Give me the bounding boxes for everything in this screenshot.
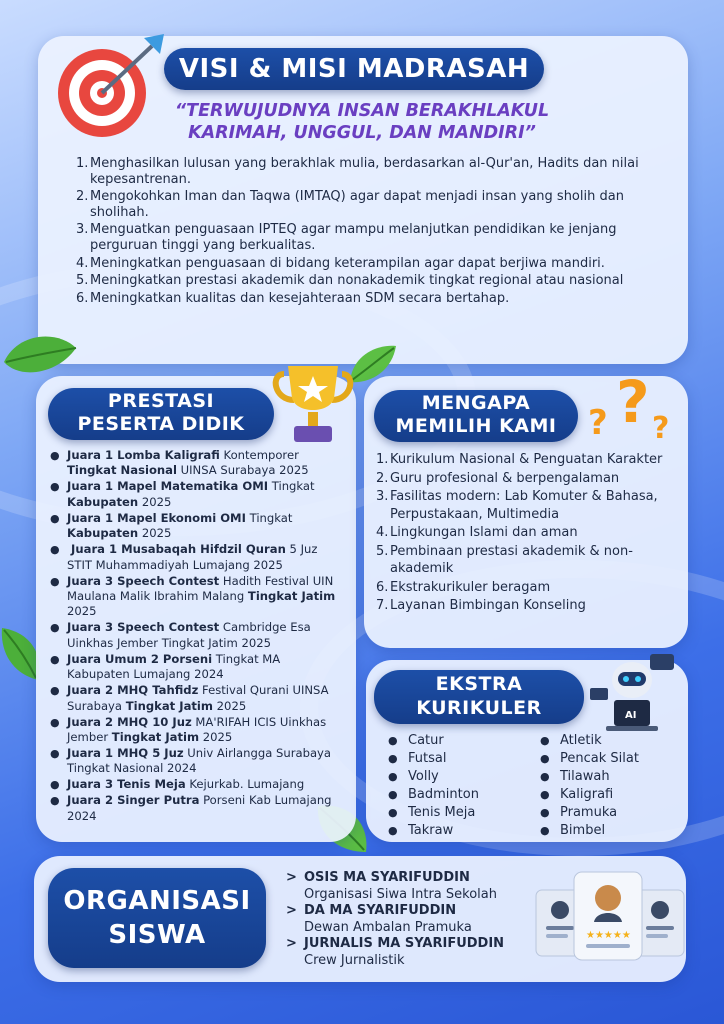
ekstra-item <box>540 750 680 768</box>
bullet-icon: ● <box>540 752 550 765</box>
mengapa-item <box>376 543 676 578</box>
prestasi-detail: Kontemporer <box>219 448 303 462</box>
prestasi-item <box>50 793 346 824</box>
bullet-icon: ● <box>50 747 60 761</box>
mengapa-title: MENGAPA MEMILIH KAMI <box>374 390 578 442</box>
ekstra-item <box>388 822 518 840</box>
bullet-icon: ● <box>540 806 550 819</box>
mengapa-text: Layanan Bimbingan Konseling <box>390 598 586 614</box>
mengapa-number: 6. <box>376 579 389 595</box>
bullet-icon: ● <box>50 574 60 588</box>
prestasi-item <box>50 479 346 510</box>
arrow-icon: > <box>286 903 297 919</box>
prestasi-item <box>50 777 346 792</box>
mengapa-item <box>376 451 676 468</box>
prestasi-list <box>50 448 346 825</box>
ekstra-label: Pramuka <box>560 805 618 820</box>
organisasi-desc: Dewan Ambalan Pramuka <box>304 919 472 935</box>
mission-item <box>76 256 656 272</box>
mission-number: 6. <box>76 290 89 306</box>
mission-item <box>76 222 656 253</box>
prestasi-highlight: Kabupaten <box>67 494 139 509</box>
bullet-icon: ● <box>50 715 60 729</box>
prestasi-highlight: Juara 1 MHQ 5 Juz <box>67 746 184 761</box>
ekstra-item <box>388 786 518 804</box>
ekstra-column-2 <box>540 732 680 840</box>
organisasi-desc: Crew Jurnalistik <box>304 952 405 968</box>
bullet-icon: ● <box>50 621 60 635</box>
prestasi-highlight: Juara 1 Lomba Kaligrafi <box>67 448 220 462</box>
mengapa-number: 3. <box>376 489 389 505</box>
ekstra-label: Catur <box>408 733 444 748</box>
prestasi-highlight: Juara 3 Speech Contest <box>67 620 220 635</box>
mission-text: Menguatkan penguasaan IPTEQ agar mampu melanjutkan pendidikan ke jenjang perguruan tinggi yang berkualitas. <box>90 222 617 253</box>
ekstra-item <box>388 804 518 822</box>
prestasi-detail: 2025 <box>213 698 247 713</box>
ekstra-item <box>388 750 518 768</box>
organisasi-title: ORGANISASI SISWA <box>48 868 266 968</box>
mission-item <box>76 189 656 220</box>
prestasi-highlight: Juara 2 Singer Putra <box>67 793 200 808</box>
organisasi-name: DA MA SYARIFUDDIN <box>304 903 457 919</box>
mengapa-text: Pembinaan prestasi akademik & non-akademik <box>390 543 633 577</box>
prestasi-item <box>50 511 346 542</box>
mengapa-list <box>376 451 676 616</box>
prestasi-text <box>67 448 346 479</box>
prestasi-text <box>67 652 346 683</box>
svg-text:★★★★★: ★★★★★ <box>586 930 631 941</box>
prestasi-detail: 5 Juz STIT Muhammadiyah Lumajang 2025 <box>67 542 322 572</box>
visi-misi-title: VISI & MISI MADRASAH <box>164 48 544 90</box>
prestasi-item <box>50 448 346 479</box>
mengapa-number: 2. <box>376 470 389 486</box>
prestasi-detail: UINSA Surabaya 2025 <box>176 463 309 478</box>
robot-laptop-icon <box>590 650 682 736</box>
mengapa-text: Lingkungan Islami dan aman <box>390 525 578 541</box>
organisasi-name: OSIS MA SYARIFUDDIN <box>304 870 470 885</box>
ekstra-title: EKSTRA KURIKULER <box>374 670 584 724</box>
prestasi-text <box>67 777 304 792</box>
mengapa-number: 7. <box>376 598 389 614</box>
bullet-icon: ● <box>50 652 60 666</box>
prestasi-item <box>50 620 346 651</box>
prestasi-text <box>67 683 346 714</box>
prestasi-detail: Tingkat <box>268 479 319 494</box>
ekstra-column-1 <box>388 732 518 840</box>
prestasi-detail: Cambridge Esa Uinkhas Jember Tingkat Jatim 2025 <box>67 620 315 650</box>
question-marks-icon <box>586 366 682 446</box>
ekstra-label: Badminton <box>408 787 479 802</box>
prestasi-item <box>50 683 346 714</box>
prestasi-detail: Hadith Festival UIN Maulana Malik Ibrahim Malang <box>67 573 337 604</box>
prestasi-highlight: Kabupaten <box>67 526 139 541</box>
mission-number: 5. <box>76 273 89 289</box>
mengapa-item <box>376 470 676 487</box>
bullet-icon: ● <box>388 806 398 819</box>
mengapa-item <box>376 579 676 596</box>
mengapa-text: Guru profesional & berpengalaman <box>390 470 620 486</box>
prestasi-highlight: Juara 3 Speech Contest <box>67 573 220 588</box>
prestasi-text <box>67 715 346 746</box>
ekstra-item <box>540 768 680 786</box>
organisasi-desc: Organisasi Siwa Intra Sekolah <box>304 886 497 902</box>
ekstra-label: Tenis Meja <box>408 805 476 820</box>
prestasi-highlight: Tingkat Jatim <box>125 698 213 713</box>
mission-number: 2. <box>76 189 89 205</box>
bullet-icon: ● <box>388 734 398 747</box>
mission-text: Mengokohkan Iman dan Taqwa (IMTAQ) agar dapat menjadi insan yang sholih dan sholihah. <box>90 189 624 220</box>
mission-item <box>76 291 656 307</box>
prestasi-detail: 2025 <box>138 494 172 509</box>
bullet-icon: ● <box>388 770 398 783</box>
prestasi-detail: MA'RIFAH ICIS Uinkhas Jember <box>67 714 330 745</box>
prestasi-item <box>50 746 346 777</box>
arrow-icon: > <box>286 936 297 952</box>
prestasi-detail: 2025 <box>67 589 339 619</box>
mengapa-text: Fasilitas modern: Lab Komuter & Bahasa, Perpustakaan, Multimedia <box>390 489 666 522</box>
bullet-icon: ● <box>540 788 550 801</box>
prestasi-detail: Festival Qurani UINSA Surabaya <box>67 683 333 713</box>
prestasi-highlight: Juara 1 Mapel Matematika OMI <box>67 479 269 494</box>
ekstra-label: Tilawah <box>560 769 610 784</box>
organisasi-item <box>286 870 546 903</box>
bullet-icon: ● <box>50 684 60 698</box>
prestasi-text <box>67 620 346 651</box>
svg-text:?: ? <box>616 368 650 436</box>
organisasi-item <box>286 936 546 969</box>
vision-statement <box>100 100 624 144</box>
ekstra-item <box>540 732 680 750</box>
bullet-icon: ● <box>50 511 60 525</box>
mission-item <box>76 273 656 289</box>
prestasi-detail: Porseni Kab Lumajang 2024 <box>67 793 336 823</box>
mission-text: Meningkatkan kualitas dan kesejahteraan SDM secara bertahap. <box>90 290 510 306</box>
profile-cards-icon <box>532 868 692 968</box>
mengapa-item <box>376 524 676 541</box>
prestasi-text <box>67 793 346 824</box>
prestasi-item <box>50 652 346 683</box>
mengapa-text: Kurikulum Nasional & Penguatan Karakter <box>390 452 663 467</box>
mission-text: Meningkatkan prestasi akademik dan nonakademik tingkat regional atau nasional <box>90 273 624 289</box>
mengapa-item <box>376 597 676 614</box>
bullet-icon: ● <box>540 824 550 837</box>
ekstra-label: Bimbel <box>560 823 606 838</box>
svg-text:?: ? <box>588 403 608 443</box>
ekstra-item <box>540 804 680 822</box>
prestasi-text <box>67 746 346 777</box>
bullet-icon: ● <box>388 788 398 801</box>
prestasi-item <box>50 715 346 746</box>
bullet-icon: ● <box>50 449 60 462</box>
prestasi-text <box>67 479 346 510</box>
bullet-icon: ● <box>50 778 60 792</box>
prestasi-highlight: Tingkat Nasional <box>67 463 177 478</box>
ekstra-label: Pencak Silat <box>560 751 639 766</box>
mission-text: Meningkatkan penguasaan di bidang keterampilan agar dapat berjiwa mandiri. <box>90 255 605 271</box>
ekstra-item <box>540 786 680 804</box>
prestasi-detail: Univ Airlangga Surabaya Tingkat Nasional 2024 <box>67 746 335 776</box>
prestasi-highlight: Tingkat Jatim <box>247 589 336 604</box>
prestasi-highlight: Juara Umum 2 Porseni <box>67 651 213 666</box>
organisasi-name: JURNALIS MA SYARIFUDDIN <box>304 936 505 952</box>
prestasi-item <box>50 574 346 620</box>
prestasi-title: PRESTASI PESERTA DIDIK <box>48 388 274 440</box>
organisasi-item <box>286 903 546 936</box>
mengapa-item <box>376 488 676 523</box>
ekstra-label: Atletik <box>560 733 602 748</box>
organisasi-list <box>286 870 546 970</box>
prestasi-item <box>50 542 346 573</box>
prestasi-highlight: Juara 2 MHQ Tahfidz <box>67 683 199 698</box>
ekstra-label: Futsal <box>408 751 447 766</box>
prestasi-detail: Tingkat <box>245 510 297 525</box>
ekstra-item <box>388 768 518 786</box>
bullet-icon: ● <box>540 770 550 783</box>
svg-text:AI: AI <box>625 710 637 721</box>
mengapa-number: 4. <box>376 525 389 541</box>
bullet-icon: ● <box>540 734 550 747</box>
prestasi-highlight: Tingkat Jatim <box>111 730 200 745</box>
ekstra-label: Kaligrafi <box>560 787 614 802</box>
mission-list <box>76 156 656 308</box>
mission-text: Menghasilkan lulusan yang berakhlak mulia, berdasarkan al-Qur'an, Hadits dan nilai kepesantrenan. <box>90 156 639 187</box>
trophy-icon <box>270 360 356 448</box>
prestasi-highlight: Juara 1 Musabaqah Hifdzil Quran <box>67 542 286 557</box>
bullet-icon: ● <box>388 824 398 837</box>
prestasi-detail: Kejurkab. Lumajang <box>185 777 305 792</box>
ekstra-label: Volly <box>408 769 439 784</box>
arrow-icon: > <box>286 870 297 885</box>
prestasi-highlight: Juara 1 Mapel Ekonomi OMI <box>67 510 246 525</box>
bullet-icon: ● <box>50 543 60 557</box>
mengapa-number: 1. <box>376 452 389 467</box>
mission-number: 3. <box>76 222 89 238</box>
bullet-icon: ● <box>50 794 60 808</box>
bullet-icon: ● <box>388 752 398 765</box>
prestasi-detail: 2025 <box>138 526 172 541</box>
prestasi-detail: 2025 <box>199 730 233 745</box>
prestasi-highlight: Juara 3 Tenis Meja <box>67 777 186 792</box>
mengapa-text: Ekstrakurikuler beragam <box>390 579 551 595</box>
prestasi-text <box>67 542 346 573</box>
ekstra-item <box>540 822 680 840</box>
mission-number: 1. <box>76 156 89 171</box>
ekstra-item <box>388 732 518 750</box>
prestasi-text <box>67 511 346 542</box>
mission-item <box>76 156 656 187</box>
svg-text:?: ? <box>652 411 670 446</box>
vision-line: “TERWUJUDNYA INSAN BERAKHLAKUL <box>174 101 550 121</box>
prestasi-text <box>67 574 346 620</box>
ekstra-label: Takraw <box>408 823 454 838</box>
bullet-icon: ● <box>50 480 60 494</box>
prestasi-detail: Tingkat MA Kabupaten Lumajang 2024 <box>67 651 284 682</box>
mengapa-number: 5. <box>376 543 389 559</box>
vision-line: KARIMAH, UNGGUL, DAN MANDIRI” <box>188 123 536 143</box>
mission-number: 4. <box>76 255 89 271</box>
prestasi-highlight: Juara 2 MHQ 10 Juz <box>67 714 192 729</box>
